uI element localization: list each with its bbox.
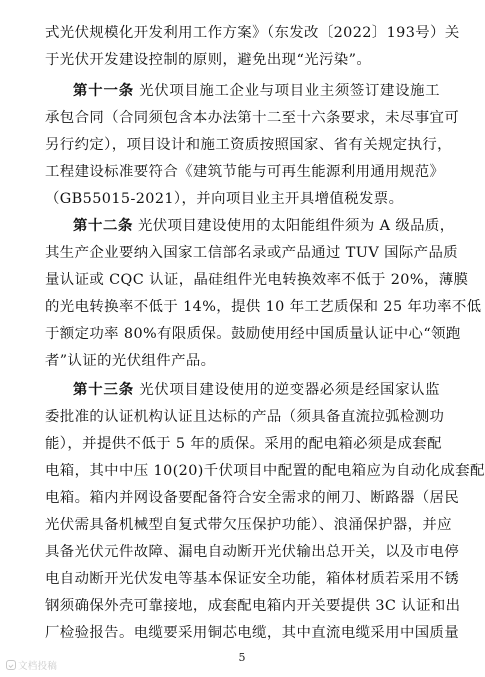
- article-text: 光伏项目建设使用的太阳能组件须为 A 级品质，: [137, 218, 455, 234]
- body-line: 式光伏规模化开发利用工作方案》（东发改〔2022〕193号）关: [45, 25, 460, 41]
- page-number: 5: [238, 651, 246, 664]
- body-line: 光伏需具备机械型自复式带欠压保护功能）、浪涌保护器，并应: [45, 517, 452, 533]
- body-line: 承包合同（合同须包含本办法第十二至十六条要求，未尽事宜可: [45, 110, 460, 126]
- article-number: 第十二条: [73, 218, 133, 234]
- article-11-first-line: [73, 78, 440, 104]
- watermark: [6, 658, 57, 672]
- article-number: 第十一条: [73, 83, 134, 99]
- body-line: 电箱。箱内并网设备要配备符合安全需求的闸刀、断路器（居民: [45, 490, 460, 506]
- body-line: （GB55015-2021），并向项目业主开具增值税发票。: [45, 191, 404, 207]
- article-text: 光伏项目施工企业与项目业主须签订建设施工: [139, 83, 440, 99]
- body-line: 钢须确保外壳可靠接地，成套配电箱内开关要提供 3C 认证和出: [45, 598, 461, 614]
- body-line: 另行约定），项目设计和施工资质按照国家、省有关规定执行，: [45, 137, 452, 153]
- body-line: 于额定功率 80%有限质保。鼓励使用经中国质量认证中心“领跑: [45, 326, 461, 342]
- body-line: 电自动断开光伏发电等基本保证安全功能，箱体材质若采用不锈: [45, 571, 460, 587]
- body-line: 具备光伏元件故障、漏电自动断开光伏输出总开关，以及市电停: [45, 544, 460, 560]
- body-line: 量认证或 CQC 认证，晶硅组件光电转换效率不低于 20%，薄膜: [45, 272, 469, 288]
- body-line: 委批准的认证机构认证且达标的产品（须具备直流拉弧检测功: [45, 409, 445, 425]
- body-line: 工程建设标准要符合《建筑节能与可再生能源利用通用规范》: [45, 164, 445, 180]
- body-line: 者”认证的光伏组件产品。: [45, 353, 216, 369]
- body-line: 于光伏开发建设控制的原则，避免出现“光污染”。: [45, 52, 372, 68]
- watermark-text: 文档投稿: [18, 661, 58, 672]
- body-line: 的光电转换率不低于 14%，提供 10 年工艺质保和 25 年功率不低: [45, 299, 482, 315]
- article-12-first-line: [73, 213, 455, 239]
- watermark-logo-icon: [6, 660, 16, 670]
- article-text: 光伏项目建设使用的逆变器必须是经国家认监: [139, 382, 440, 398]
- body-line: 厂检验报告。电缆要采用铜芯电缆，其中直流电缆采用中国质量: [45, 625, 460, 641]
- body-line: 其生产企业要纳入国家工信部名录或产品通过 TUV 国际产品质: [45, 245, 459, 261]
- body-line: 电箱，其中中压 10(20)千伏项目中配置的配电箱应为自动化成套配: [45, 463, 485, 479]
- body-line: 能），并提供不低于 5 年的质保。采用的配电箱必须是成套配: [45, 436, 442, 452]
- article-13-first-line: [73, 377, 440, 403]
- article-number: 第十三条: [73, 382, 134, 398]
